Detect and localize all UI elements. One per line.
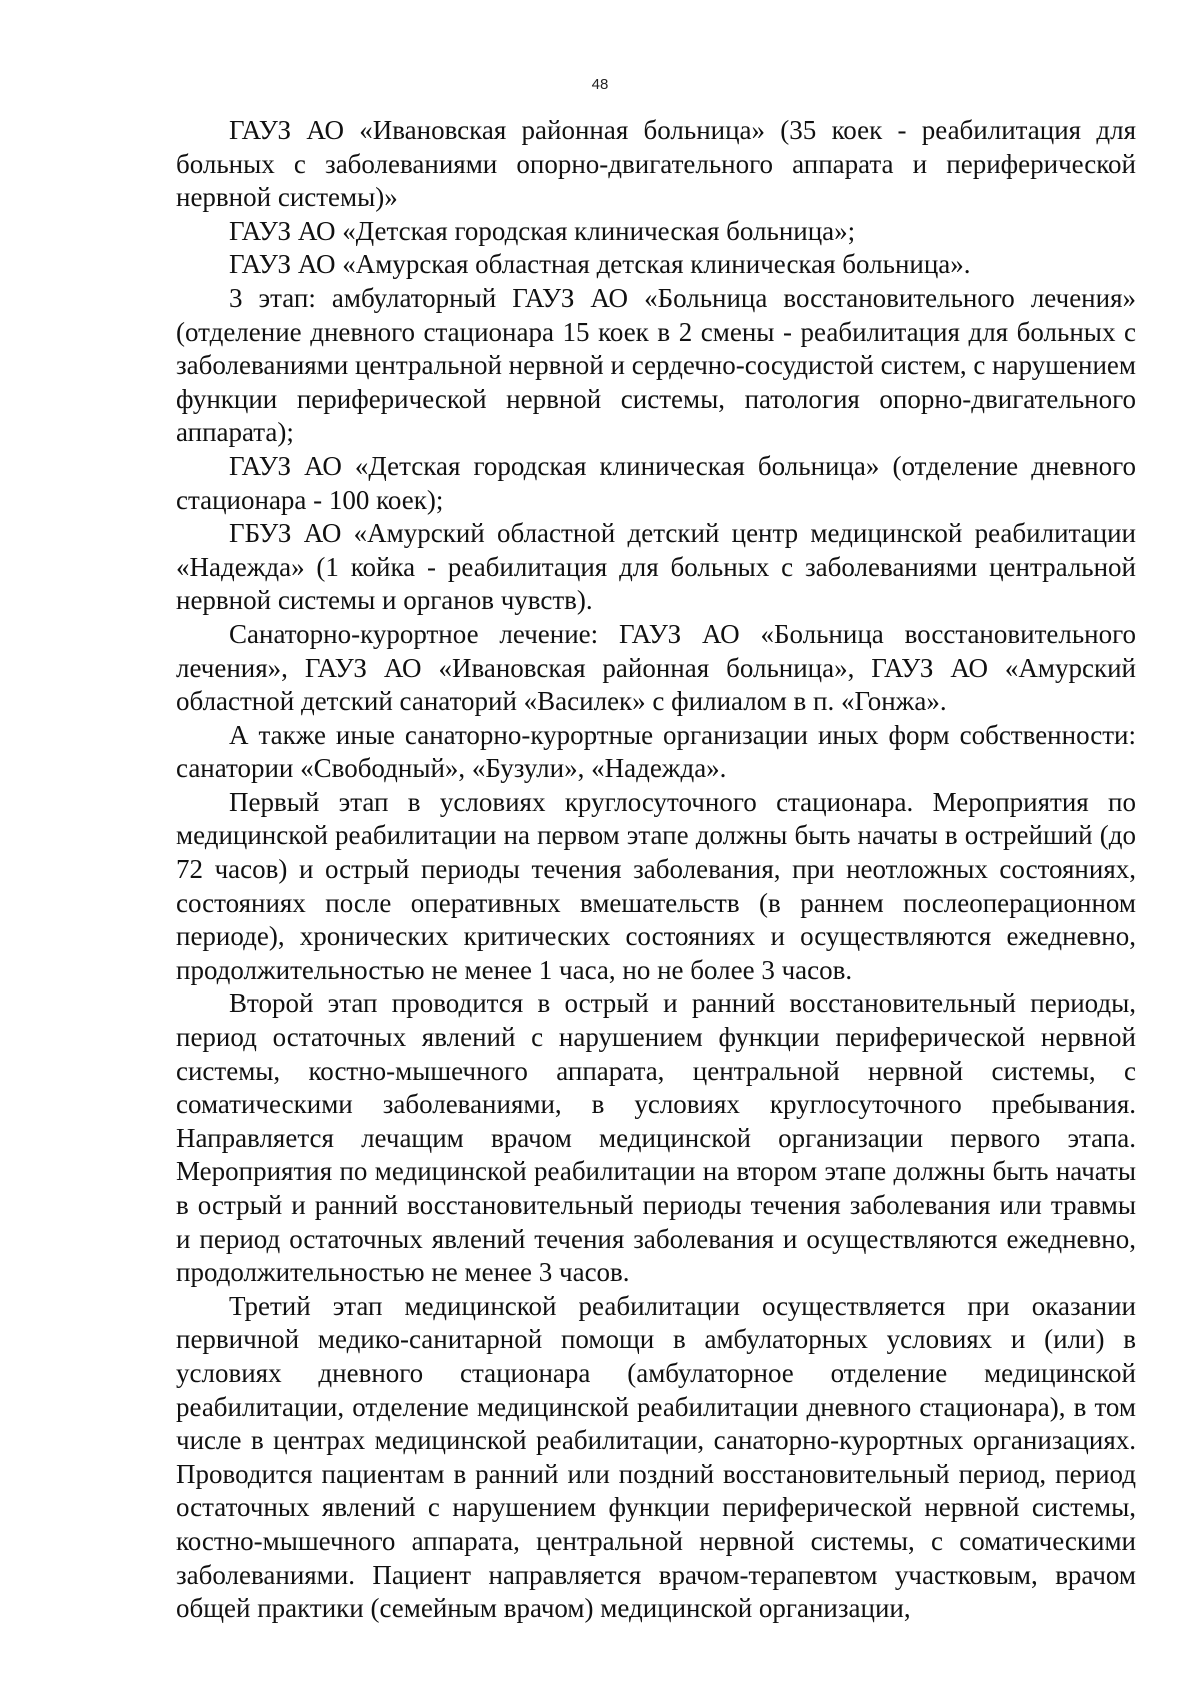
paragraph-first-stage: Первый этап в условиях круглосуточного стационара. Мероприятия по медицинской реабилитации на первом этапе должны быть начаты в острейший (до 72 часов) и острый периоды течения заболевания, при неотложных состояниях, состояниях после оперативных вмешательств (в раннем послеоперационном периоде), хронических критических состояниях и осуществляются ежедневно, продолжительностью не менее 1 часа, но не более 3 часов. bbox=[176, 786, 1136, 985]
paragraph-other-sanatoriums: А также иные санаторно-курортные организации иных форм собственности: санатории «Свободный», «Бузули», «Надежда». bbox=[176, 719, 1136, 784]
paragraph-stage-3-outpatient: 3 этап: амбулаторный ГАУЗ АО «Больница восстановительного лечения» (отделение дневного стационара 15 коек в 2 смены - реабилитация для больных с заболеваниями центральной нервной и сердечно-сосудистой систем, с нарушением функции периферической нервной системы, патология опорно-двигательного аппарата); bbox=[176, 282, 1136, 448]
paragraph-ivanovskaya-hospital: ГАУЗ АО «Ивановская районная больница» (35 коек - реабилитация для больных с заболеваниями опорно-двигательного аппарата и периферической нервной системы)» bbox=[176, 115, 1136, 213]
paragraph-sanatorium-treatment: Санаторно-курортное лечение: ГАУЗ АО «Больница восстановительного лечения», ГАУЗ АО «Ивановская районная больница», ГАУЗ АО «Амурский областной детский санаторий «Василек» с филиалом в п. «Гонжа». bbox=[176, 618, 1136, 717]
paragraph-third-stage: Третий этап медицинской реабилитации осуществляется при оказании первичной медико-санитарной помощи в амбулаторных условиях и (или) в условиях дневного стационара (амбулаторное отделение медицинской реабилитации, отделение медицинской реабилитации дневного стационара), в том числе в центрах медицинской реабилитации, санаторно-курортных организациях. Проводится пациентам в ранний или поздний восстановительный период, период остаточных явлений с нарушением функции периферической нервной системы, костно-мышечного аппарата, центральной нервной системы, с соматическими заболеваниями. Пациент направляется врачом-терапевтом участковым, врачом общей практики (семейным врачом) медицинской организации, bbox=[176, 1290, 1136, 1624]
document-body bbox=[176, 114, 1136, 1626]
paragraph-amur-childrens-hospital: ГАУЗ АО «Амурская областная детская клиническая больница». bbox=[229, 249, 971, 280]
paragraph-second-stage: Второй этап проводится в острый и ранний восстановительный периоды, период остаточных явлений с нарушением функции периферической нервной системы, костно-мышечного аппарата, центральной нервной системы, с соматическими заболеваниями, в условиях круглосуточного пребывания. Направляется лечащим врачом медицинской организации первого этапа. Мероприятия по медицинской реабилитации на втором этапе должны быть начаты в острый и ранний восстановительный периоды течения заболевания или травмы и период остаточных явлений течения заболевания и осуществляются ежедневно, продолжительностью не менее 3 часов. bbox=[176, 988, 1136, 1288]
paragraph-city-childrens-day-hospital: ГАУЗ АО «Детская городская клиническая больница» (отделение дневного стационара - 100 коек); bbox=[176, 450, 1136, 515]
paragraph-city-childrens-hospital: ГАУЗ АО «Детская городская клиническая больница»; bbox=[229, 215, 856, 246]
page-number: 48 bbox=[591, 76, 609, 93]
paragraph-nadezhda-center: ГБУЗ АО «Амурский областной детский центр медицинской реабилитации «Надежда» (1 койка - реабилитация для больных с заболеваниями центральной нервной системы и органов чувств). bbox=[176, 518, 1136, 616]
